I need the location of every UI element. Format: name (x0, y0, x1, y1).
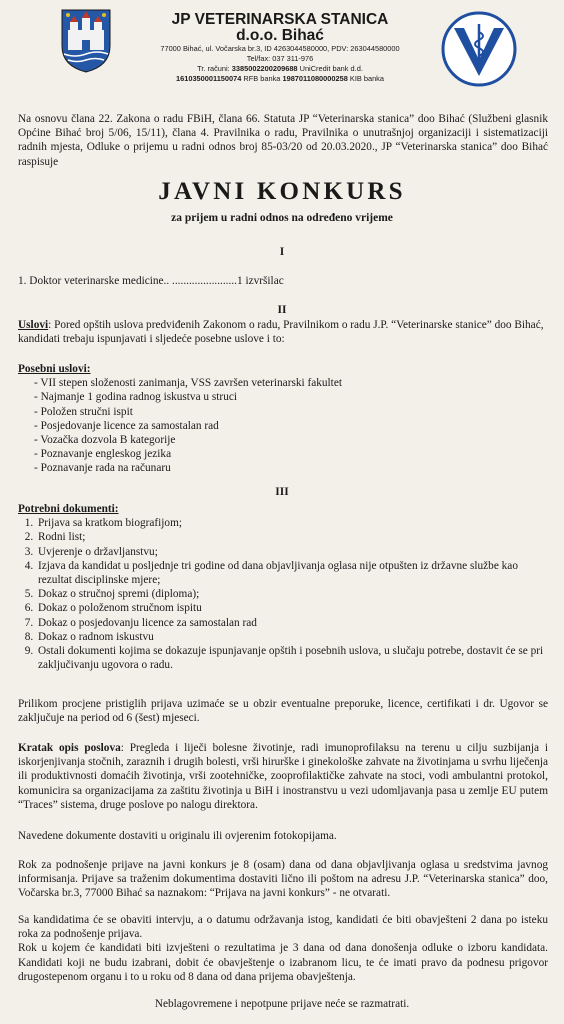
org-name: JP VETERINARSKA STANICA (171, 11, 389, 28)
section-heading-3: III (275, 486, 289, 498)
list-item: 6. Dokaz o položenom stručnom ispitu (36, 601, 548, 615)
list-item: 9. Ostali dokumenti kojima se dokazuje ispunjavanje opštih i posebnih uslova, u slučaju potrebe, dostavit će se pri zaključivanju ugovora o radu. (36, 644, 548, 672)
accounts-label: Tr. računi: (197, 64, 230, 73)
organization-info (130, 12, 430, 84)
special-conditions (18, 362, 548, 476)
list-item: - Vozačka dozvola B kategorije (34, 433, 548, 447)
job-description-label: Kratak opis poslova (18, 742, 121, 754)
account-1-bank: UniCredit bank d.d. (299, 64, 363, 73)
deadline-paragraph: Rok za podnošenje prijave na javni konkurs je 8 (osam) dana od dana objavljivanja oglasa u sredstvima javnog informisanja. Prijave sa traženim dokumentima dostaviti lično ili poštom na adresu J.P. “Veterinarska stanica” doo, Vočarska br.3, 77000 Bihać sa naznakom: “Prijava na javni konkurs” - ne otvarati. (18, 859, 548, 900)
account-2: 1610350001150074 (176, 74, 242, 83)
documents-note: Navedene dokumente dostaviti u originalu ili ovjerenim fotokopijama. (18, 830, 337, 842)
list-item: 3. Uvjerenje o državljanstvu; (36, 545, 548, 559)
account-1: 3385002200209688 (231, 64, 298, 73)
list-item: 4. Izjava da kandidat u posljednje tri godine od dana objavljivanja oglasa nije otpušten iz državne službe kao rezultat disciplinske mjere; (36, 559, 548, 587)
conditions-label: Uslovi (18, 319, 49, 331)
bank-accounts-line1 (130, 64, 430, 74)
section-heading-2: II (277, 304, 287, 316)
section-heading-1: I (279, 246, 285, 258)
interview-paragraph (18, 913, 548, 984)
list-item: - Poznavanje rada na računaru (34, 461, 548, 475)
evaluation-paragraph: Prilikom procjene pristiglih prijava uzimaće se u obzir eventualne preporuke, licence, certifikati i dr. Ugovor se zaključuje na period od 6 (šest) mjeseci. (18, 698, 548, 725)
list-item: 5. Dokaz o stručnoj spremi (diploma); (36, 587, 548, 601)
special-conditions-list (18, 376, 548, 475)
required-documents-label: Potrebni dokumenti: (18, 503, 119, 515)
org-phone: Tel/fax: 037 311-976 (246, 54, 314, 63)
list-item: - Najmanje 1 godina radnog iskustva u struci (34, 390, 548, 404)
veterinary-v-logo-icon (440, 10, 518, 88)
special-conditions-label: Posebni uslovi: (18, 363, 91, 375)
page-title: JAVNI KONKURS (158, 178, 406, 205)
org-address: 77000 Bihać, ul. Vočarska br.3, ID 4263044580000, PDV: 263044580000 (160, 44, 400, 53)
job-description-text: : Pregleda i liječi bolesne životinje, radi imunoprofilaksu na terenu u cilju suzbijanja i iskorjenjivanja stočnih, zaraznih i drugih bolesti, vrši hirurške i ginekološke zahvate na životinjama u svrhu liječenja ili produktivnosti domaćih životinja, vrši zootehničke, zooprofilaktičke zahvate na stoci, vodi ambulantni protokol, komunicira sa organizacijama za zaštitu životinja u BiH i inostranstvu u vezi udomljavanja pasa u zemlje EU putem “Traces” sistema, druge poslove po nalogu direktora. (18, 742, 548, 811)
conditions-paragraph (18, 318, 548, 346)
list-item: - Položen stručni ispit (34, 405, 548, 419)
org-subname: d.o.o. Bihać (236, 27, 324, 44)
results-text: Rok u kojem će kandidati biti izvješteni o rezultatima je 3 dana od dana donošenja odluke o izboru kandidata. Kandidati koji ne budu izabrani, dobit će obavještenje o izabranom licu, te će imati pravo da podnesu prigovor drugostepenom organu i to u roku od 8 dana od dana prijema obavještenja. (18, 942, 548, 983)
bank-accounts-line2 (130, 74, 430, 84)
conditions-text: : Pored opštih uslova predviđenih Zakonom o radu, Pravilnikom o radu J.P. “Veterinarske stanice” doo Bihać, kandidati trebaju ispunjavati i sljedeće posebne uslove i to: (18, 319, 544, 346)
list-item: 8. Dokaz o radnom iskustvu (36, 630, 548, 644)
list-item: 7. Dokaz o posjedovanju licence za samostalan rad (36, 616, 548, 630)
list-item: - VII stepen složenosti zanimanja, VSS završen veterinarski fakultet (34, 376, 548, 390)
intro-paragraph: Na osnovu člana 22. Zakona o radu FBiH, člana 66. Statuta JP “Veterinarska stanica” doo Bihać (Službeni glasnik Općine Bihać broj 5/06, 15/11), člana 4. Pravilnika o radu, Pravilnika o unutrašnjoj organizaciji i sistematizaciji radnih mjesta, Odluke o prijemu u radni odnos broj 85-03/20 od 20.03.2020., JP “Veterinarska stanica” doo Bihać raspisuje (18, 113, 548, 168)
closing-note: Neblagovremene i nepotpune prijave neće se razmatrati. (154, 998, 410, 1010)
bihac-coat-of-arms-icon (60, 8, 112, 74)
page-subtitle: za prijem u radni odnos na određeno vrijeme (171, 212, 393, 224)
list-item: - Poznavanje engleskog jezika (34, 447, 548, 461)
list-item: - Posjedovanje licence za samostalan rad (34, 419, 548, 433)
list-item: 1. Prijava sa kratkom biografijom; (36, 516, 548, 530)
position-line: 1. Doktor veterinarske medicine.. .......................1 izvršilac (18, 275, 284, 287)
job-description-paragraph (18, 741, 548, 812)
list-item: 2. Rodni list; (36, 530, 548, 544)
required-documents (18, 502, 548, 672)
letterhead (0, 0, 564, 104)
account-3-bank: KIB banka (349, 74, 384, 83)
required-documents-list (18, 516, 548, 672)
account-3: 1987011080000258 (282, 74, 348, 83)
interview-text: Sa kandidatima će se obaviti intervju, a o datumu održavanja istog, kandidati će biti obavješteni 2 dana po isteku roka za podnošenje prijava. (18, 914, 548, 941)
account-2-bank: RFB banka (243, 74, 281, 83)
